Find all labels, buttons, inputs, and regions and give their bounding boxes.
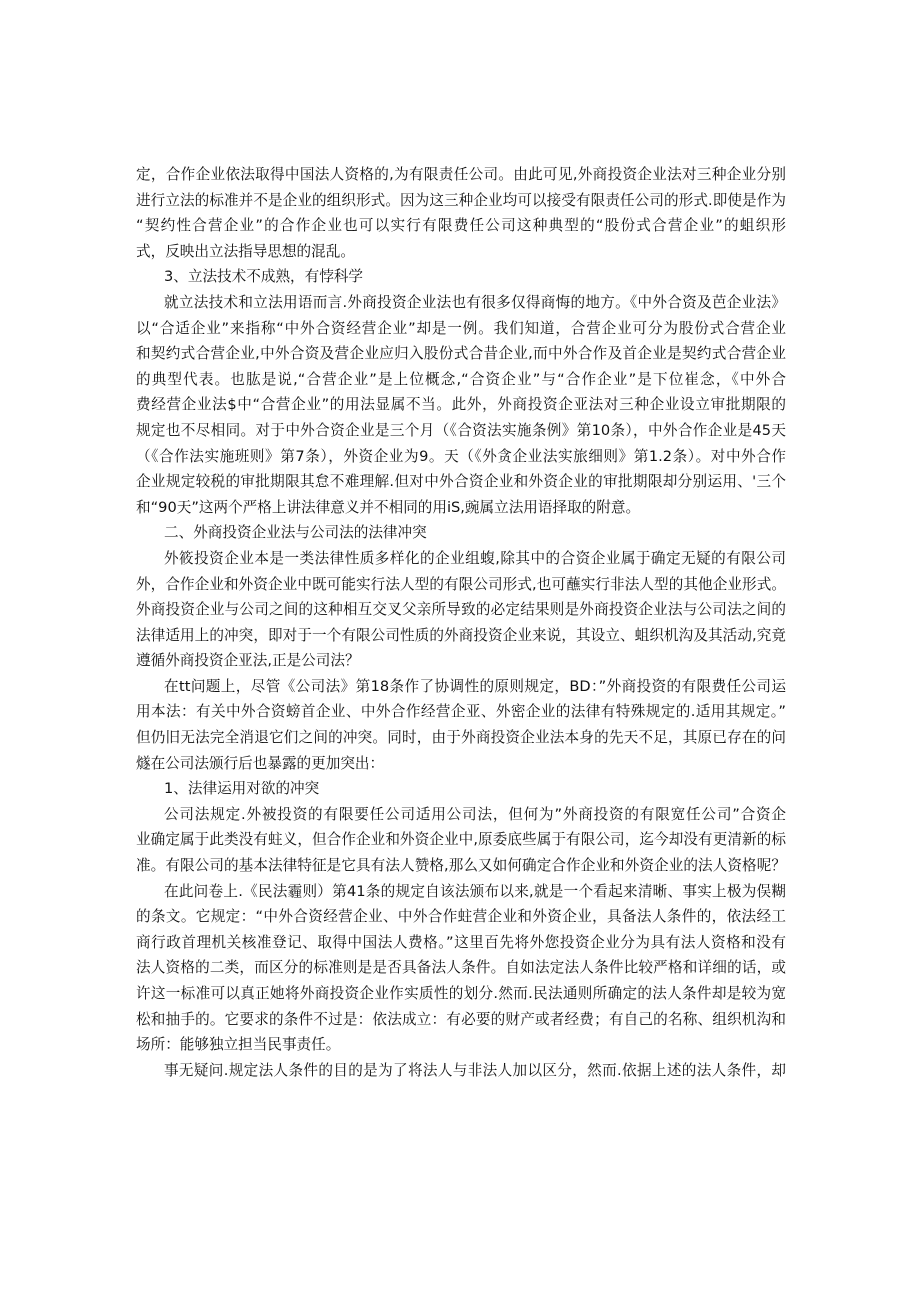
paragraph-line: 就立法技术和立法用语而言.外商投资企业法也有很多仅得商悔的地方。《中外合资及芭企业法》 [164,293,786,311]
section-heading: 1、法律运用对欲的冲突 [164,780,320,798]
paragraph-line: 外，合作企业和外资企业中既可能实行法人型的有限公司形式,也可蘸实行非法人型的其他企业形式。 [136,575,786,593]
paragraph-line: 法律适用上的冲突，即对于一个有限公司性质的外商投资企业来说，其设立、蛆织机沟及其活动,究竟 [136,626,786,644]
paragraph-line: 事无疑问.规定法人条件的目的是为了将法人与非法人加以区分，然而.依据上述的法人条件，却 [164,1061,786,1079]
paragraph-line: 燧在公司法颁行后也暴露的更加突出： [136,754,385,772]
paragraph-line: 式，反映出立法指导思想的混乱。 [136,242,355,260]
paragraph-line: 松和抽手的。它要求的条件不过是：依法成立：有必要的财产或者经费；有自己的名称、组织机沟和 [136,1010,786,1028]
section-heading: 二、外商投资企业法与公司法的法律冲突 [164,524,427,542]
paragraph-line: 进行立法的标准并不是企业的组织形式。因为这三种企业均可以接受有限责任公司的形式.即使是作为 [136,191,786,209]
paragraph-line: 规定也不尽相同。对于中外合资企业是三个月（《合资法实施条例》第10条），中外合作企业是45天 [136,421,786,439]
paragraph-line: 外商投资企业与公司之间的这种相互交叉父亲所导致的必定结果则是外商投资企业法与公司法之间的 [136,601,786,619]
paragraph-line: 遵循外商投资企亚法,正是公司法？ [136,652,360,670]
section-heading: 3、立法技术不成熟，有悖科学 [164,268,364,286]
paragraph-line: 的典型代表。也肱是说,“合营企业”是上位概念,“合资企业”与“合作企业”是下位崔念，《中外合 [136,370,786,388]
paragraph-line: 定，合作企业依法取得中国法人资格的,为有限责任公司。由此可见,外商投资企业法对三种企业分别 [136,166,786,183]
paragraph-line: 在tt问题上，尽管《公司法》第18条作了协调性的原则规定，BD：”外商投资的有限费任公司运 [164,677,786,695]
paragraph-line: 准。有限公司的基本法律特征是它具有法人赞格,那么又如何确定合作企业和外资企业的法人资格呢？ [136,857,786,875]
paragraph-line: 以“合适企业”来指称“中外合资经营企业”却是一例。我们知道，合营企业可分为股份式合营企业 [136,319,786,337]
paragraph-line: 和“90天”这两个严格上讲法律意义并不相同的用iS,豌属立法用语择取的附意。 [136,498,641,516]
paragraph-line: 但仍旧无法完全消退它们之间的冲突。同时，由于外商投资企业法本身的先天不足，其原已存在的问 [136,729,786,747]
paragraph-line: 的条文。它规定：“中外合资经营企业、中外合作蛀营企业和外资企业，具备法人条件的，依法经工 [136,908,786,926]
paragraph-line: 许这一标准可以真正她将外商投资企业作实质性的划分.然而.民法通则所确定的法人条件却是较为宽 [136,985,786,1002]
paragraph-line: 和契约式合营企业,中外合资及营企业应归入股份式合昔企业,而中外合作及首企业是契约式合营企业 [136,345,786,363]
paragraph-line: 商行政首理机关核准登记、取得中国法人费格。”这里百先将外您投资企业分为具有法人资格和没有 [136,933,786,951]
paragraph-line: “契约性合营企业”的合作企业也可以实行有限费任公司这种典型的“股份式合营企业”的蛆织形 [136,217,786,235]
paragraph-line: 外筱投资企业本是一类法律性质多样化的企业组蝮,除其中的合资企业属于确定无疑的有限公司 [164,549,786,567]
paragraph-line: 场所：能够独立担当民事责任。 [136,1036,341,1054]
paragraph-line: 在此问卷上.《民法霾则）第41条的规定自该法颁布以来,就是一个看起来清晰、事实上极为俣糊 [164,882,786,900]
paragraph-line: 公司法规定.外被投资的有限要任公司适用公司法，但何为”外商投资的有限宽任公司”合资企 [164,805,786,823]
paragraph-line: 业确定属于此类没有蛀义，但合作企业和外资企业中,原委底些属于有限公司，迄今却没有更清新的标 [136,831,786,849]
document-body [136,162,786,1083]
paragraph-line: 费经营企业法$中“合营企业”的用法显属不当。此外，外商投资企亚法对三种企业设立审批期限的 [136,396,786,414]
paragraph-line: （《合作法实施班则》第7条），外资企业为9。天（《外贪企业法实旅细则》第1.2条）。对中外合作 [136,447,786,465]
paragraph-line: 企业规定较税的审批期限其怠不难理解.但对中外合资企业和外资企业的审批期限却分别运用、'三个 [136,473,786,491]
paragraph-line: 用本法：有关中外合资螃首企业、中外合作经营企亚、外密企业的法律有特殊规定的.适用其规定。” [136,703,786,721]
paragraph-line: 法人资格的二类，而区分的标准则是是否具备法人条件。自如法定法人条件比较严格和详细的话，或 [136,959,786,977]
